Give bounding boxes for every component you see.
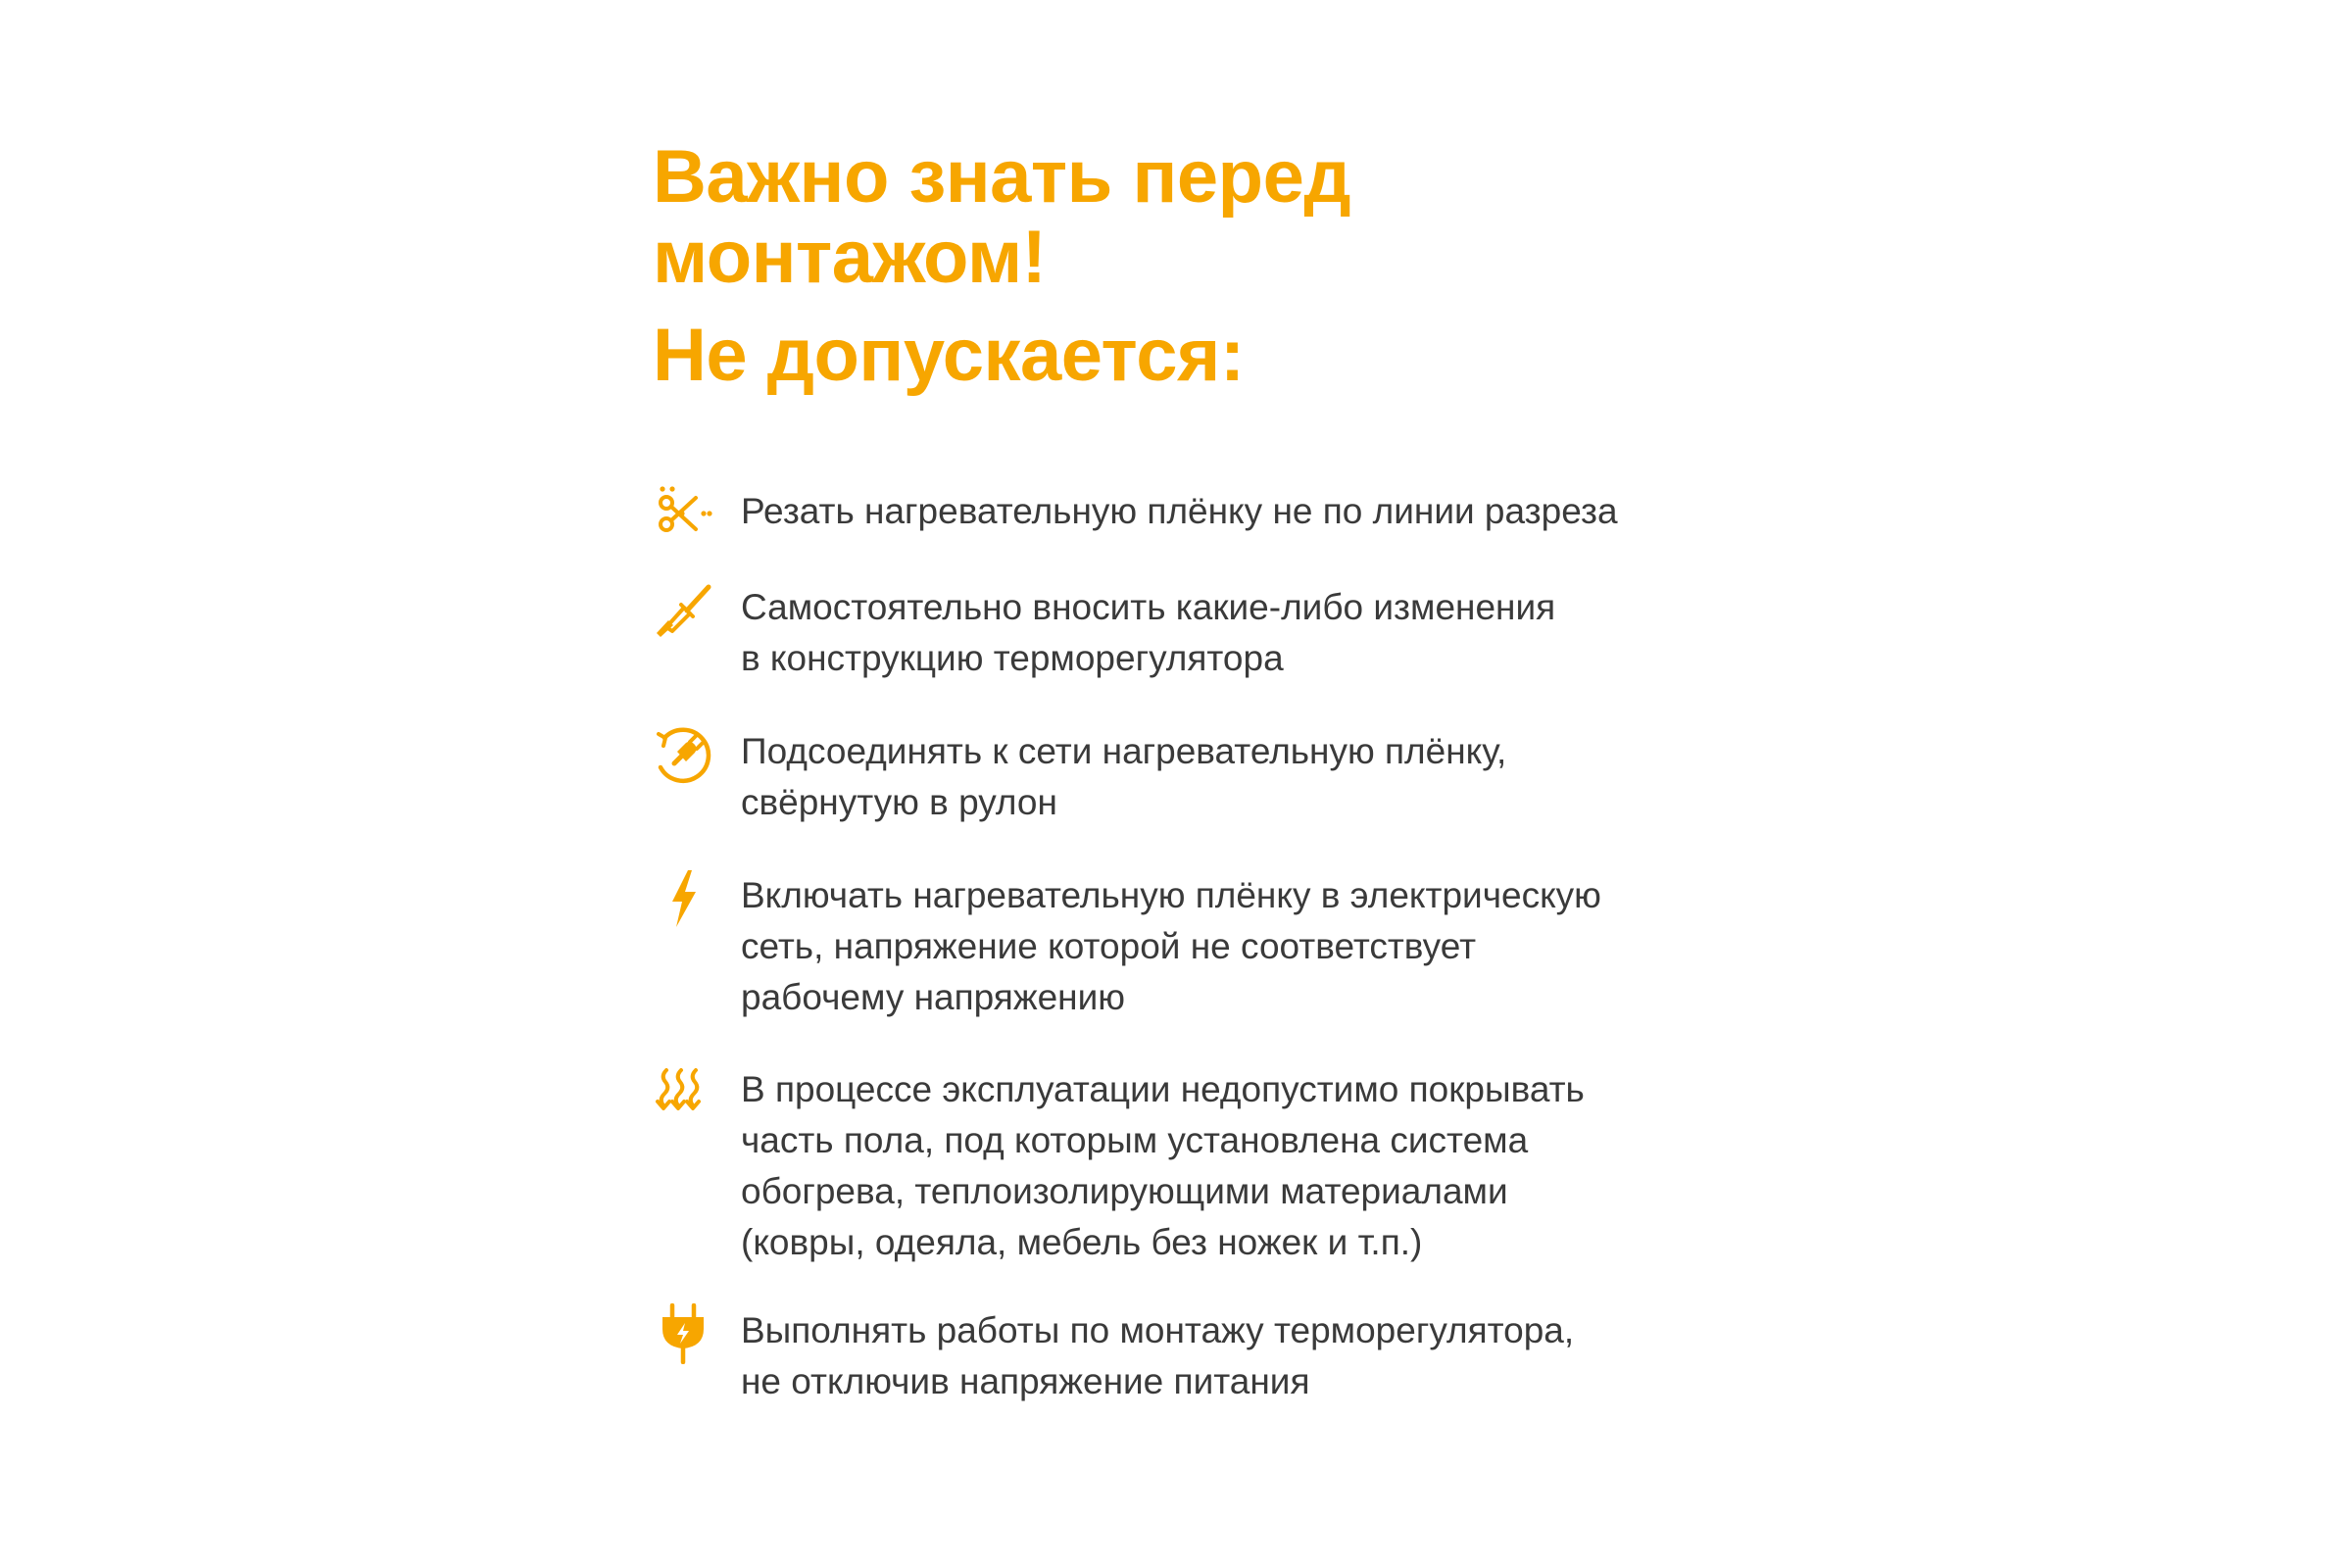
rule-text: Выполнять работы по монтажу терморегулятора, не отключив напряжение питания: [741, 1310, 1575, 1401]
plug-circle-icon: [653, 724, 713, 785]
rule-text: Подсоединять к сети нагревательную плёнку, свёрнутую в рулон: [741, 731, 1507, 822]
list-item: [653, 1303, 1799, 1407]
title-line-2: монтажом!: [653, 216, 1047, 299]
power-plug-icon: [653, 1303, 713, 1364]
screwdriver-icon: [653, 580, 713, 641]
rule-text: В процессе эксплуатации недопустимо покрывать часть пола, под которым установлена система обогрева, теплоизолирующими материалами (ковры, одеяла, мебель без ножек и т.п.): [741, 1069, 1585, 1262]
instruction-sheet: [653, 135, 1799, 1401]
title-line-1: Важно знать перед: [653, 135, 1351, 219]
list-item: [653, 580, 1799, 684]
lightning-icon: [653, 868, 713, 929]
list-item: [653, 1062, 1799, 1268]
rule-text: Резать нагревательную плёнку не по линии разреза: [741, 491, 1618, 531]
list-item: [653, 724, 1799, 828]
page-title: [653, 137, 1799, 298]
heat-waves-icon: [653, 1062, 713, 1123]
rule-text: Включать нагревательную плёнку в электрическую сеть, напряжение которой не соответствует рабочему напряжению: [741, 875, 1601, 1017]
scissors-cut-icon: [653, 484, 713, 545]
rule-text: Самостоятельно вносить какие-либо изменения в конструкцию терморегулятора: [741, 587, 1556, 678]
list-item: [653, 868, 1799, 1023]
list-item: [653, 484, 1799, 545]
page-subtitle: Не допускается:: [653, 314, 1245, 397]
